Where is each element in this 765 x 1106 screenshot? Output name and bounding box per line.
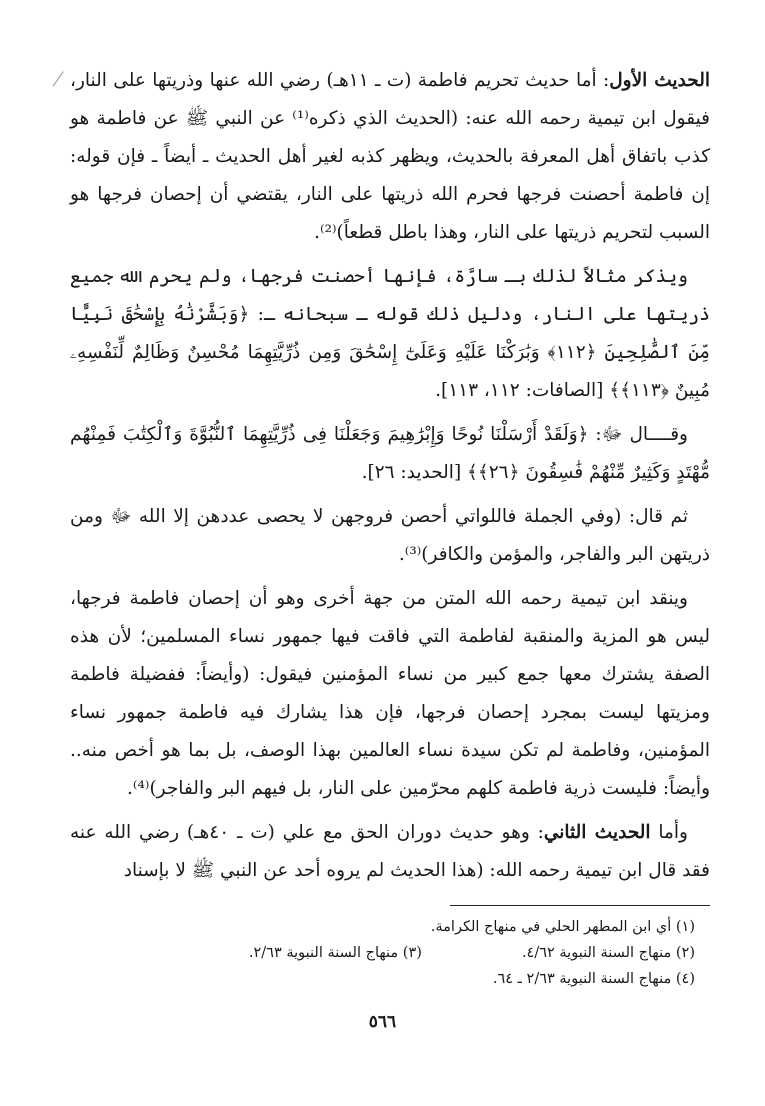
section-heading-1: الحديث الأول bbox=[609, 70, 710, 91]
paragraph-5: وينقد ابن تيمية رحمه الله المتن من جهة أخرى وهو أن إحصان فاطمة فرجها، ليس هو المزية والمنقبة لفاطمة التي فاقت فيها جمهور نساء المسلمين؛ لأن هذه الصفة يشترك معها جمع كبير من نساء المؤمنين فيقول: (وأيضاً: ففضيلة فاطمة ومزيتها ليست بمجرد إحصان فرجها، فإن هذا يشارك فيه فاطمة جمهور نساء المؤمنين، وفاطمة لم تكن سيدة نساء العالمين بهذا الوصف، بل بما هو أخص منه.. وأيضاً: فليست ذرية فاطمة كلهم محرّمين على النار، بل فيهم البر والفاجر)⁽⁴⁾. bbox=[70, 588, 710, 799]
paragraph-3: وقــــال ﷻ: ﴿وَلَقَدْ أَرْسَلْنَا نُوحًا وَإِبْرَٰهِيمَ وَجَعَلْنَا فِى ذُرِّيَّتِهِمَا ٱلنُّبُوَّةَ وَٱلْكِتَٰبَ فَمِنْهُم مُّهْتَدٍ وَكَثِيرٌ مِّنْهُمْ فَٰسِقُونَ ﴿٢٦﴾﴾ [الحديد: ٢٦]. bbox=[70, 424, 710, 483]
paragraph-1-text: : أما حديث تحريم فاطمة (ت ـ ١١هـ) رضي الله عنها وذريتها على النار، فيقول ابن تيمية رحمه الله عنه: (الحديث الذي ذكره⁽¹⁾ عن النبي ﷺ عن فاطمة هو كذب باتفاق أهل المعرفة بالحديث، ويظهر كذبه لغير أهل الحديث ـ أيضاً ـ فإن قوله: إن فاطمة أحصنت فرجها فحرم الله ذريتها على النار، يقتضي أن إحصان فرجها هو السبب لتحريم ذريتها على النار، وهذا باطل قطعاً)⁽²⁾. bbox=[70, 70, 710, 243]
page-body bbox=[70, 62, 710, 896]
section-heading-2: الحديث الثاني bbox=[543, 822, 651, 843]
paragraph-6 bbox=[70, 814, 710, 890]
paragraph-6-prefix: وأما bbox=[650, 822, 688, 843]
paragraph-1 bbox=[70, 62, 710, 252]
paragraph-6-text: : وهو حديث دوران الحق مع علي (ت ـ ٤٠هـ) رضي الله عنه فقد قال ابن تيمية رحمه الله: (هذا الحديث لم يروه أحد عن النبي ﷺ لا بإسناد bbox=[70, 822, 710, 881]
footnote-divider bbox=[450, 905, 710, 906]
footnote-4: (٤) منهاج السنة النبوية ٢/٦٣ ـ ٦٤. bbox=[492, 971, 695, 987]
page-number: ٥٦٦ bbox=[368, 1012, 397, 1032]
margin-mark bbox=[53, 71, 66, 87]
footnote-3: (٣) منهاج السنة النبوية ٢/٦٣. bbox=[248, 945, 422, 961]
footnote-1: (١) أي ابن المطهر الحلي في منهاج الكرامة. bbox=[430, 919, 695, 935]
paragraph-2: ويذكر مثالاً لذلك بـ سارَّة، فإنها أحصنت فرجها، ولم يحرم الله جميع ذريتها على النار، ودليل ذلك قوله ـ سبحانه ـ: ﴿وَبَشَّرْنَٰهُ بِإِسْحَٰقَ نَبِيًّا مِّنَ ٱلصَّٰلِحِينَ ﴿١١٢﴾ وَبَٰرَكْنَا عَلَيْهِ وَعَلَىٰٓ إِسْحَٰقَ وَمِن ذُرِّيَّتِهِمَا مُحْسِنٌ وَظَالِمٌ لِّنَفْسِهِۦ مُبِينٌ ﴿١١٣﴾﴾ [الصافات: ١١٢، ١١٣]. bbox=[70, 266, 710, 401]
footnote-row-2 bbox=[70, 940, 695, 966]
footnotes bbox=[70, 914, 695, 992]
footnote-2: (٢) منهاج السنة النبوية ٤/٦٢. bbox=[521, 945, 695, 961]
paragraph-4: ثم قال: (وفي الجملة فاللواتي أحصن فروجهن لا يحصى عددهن إلا الله ﷻ ومن ذريتهن البر والفاجر، والمؤمن والكافر)⁽³⁾. bbox=[70, 506, 710, 565]
